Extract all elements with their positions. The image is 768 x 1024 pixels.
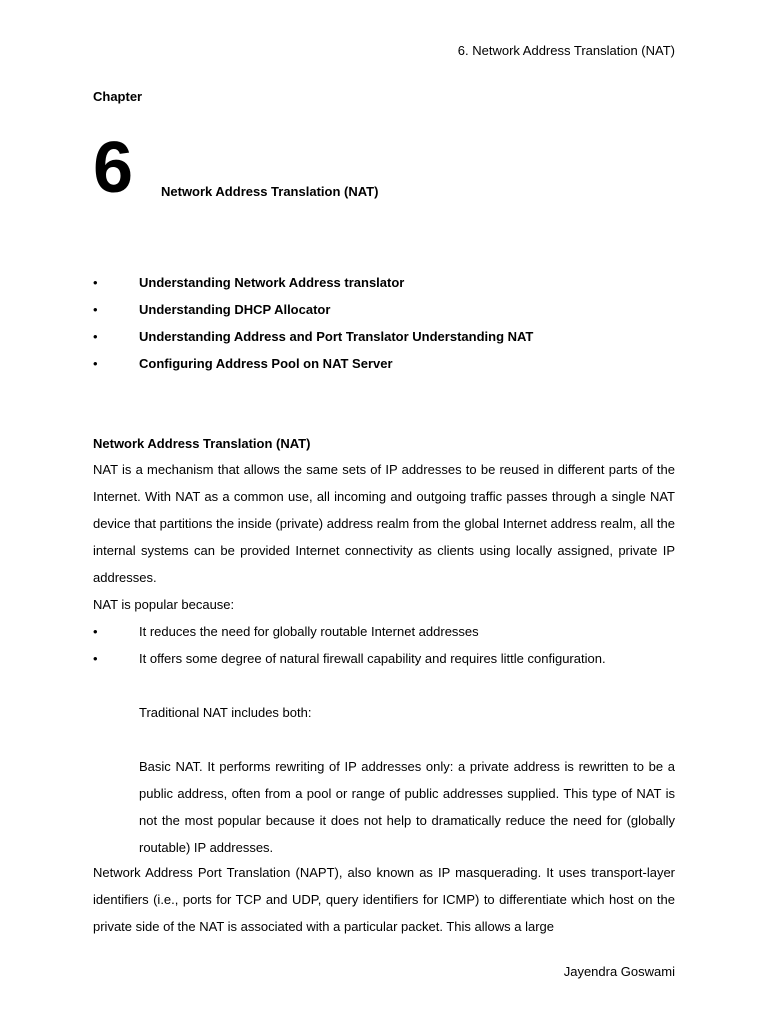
napt-paragraph: Network Address Port Translation (NAPT), also known as IP masquerading. It uses transport-layer identifiers (i.e., ports for TCP and UDP, query identifiers for ICMP) to differentiate which host on the private side of the NAT is associated with a particular packet. This allows a large bbox=[93, 865, 675, 934]
bullet-icon: • bbox=[93, 275, 98, 290]
bullet-icon: • bbox=[93, 329, 98, 344]
chapter-title: Network Address Translation (NAT) bbox=[161, 184, 379, 199]
bullet-icon: • bbox=[93, 624, 98, 639]
list-item bbox=[93, 328, 675, 355]
list-item bbox=[93, 274, 675, 301]
chapter-label: Chapter bbox=[93, 89, 143, 104]
chapter-objectives-list bbox=[93, 274, 675, 382]
popular-intro: NAT is popular because: bbox=[93, 597, 235, 612]
objective-text: Understanding Address and Port Translator Understanding NAT bbox=[139, 329, 534, 344]
reason-text: It reduces the need for globally routable Internet addresses bbox=[139, 624, 479, 639]
bullet-icon: • bbox=[93, 356, 98, 371]
list-item bbox=[93, 623, 675, 650]
list-item bbox=[93, 355, 675, 382]
bullet-icon: • bbox=[93, 651, 98, 666]
section-heading: Network Address Translation (NAT) bbox=[93, 436, 311, 451]
basic-nat-paragraph: Basic NAT. It performs rewriting of IP addresses only: a private address is rewritten to be a public address, often from a pool or range of public addresses supplied. This type of NAT is not the most popular because it does not help to dramatically reduce the need for (globally routable) IP addresses. bbox=[139, 759, 675, 855]
reason-text: It offers some degree of natural firewall capability and requires little configuration. bbox=[139, 651, 606, 666]
objective-text: Configuring Address Pool on NAT Server bbox=[139, 356, 393, 371]
traditional-nat-intro: Traditional NAT includes both: bbox=[139, 705, 312, 720]
running-footer: Jayendra Goswami bbox=[563, 964, 675, 979]
list-item bbox=[93, 301, 675, 328]
reasons-list bbox=[93, 623, 675, 677]
running-header: 6. Network Address Translation (NAT) bbox=[457, 43, 675, 58]
objective-text: Understanding DHCP Allocator bbox=[139, 302, 331, 317]
objective-text: Understanding Network Address translator bbox=[139, 275, 405, 290]
list-item bbox=[93, 650, 675, 677]
bullet-icon: • bbox=[93, 302, 98, 317]
chapter-number: 6 bbox=[93, 128, 134, 208]
intro-paragraph: NAT is a mechanism that allows the same sets of IP addresses to be reused in different parts of the Internet. With NAT as a common use, all incoming and outgoing traffic passes through a single NAT device that partitions the inside (private) address realm from the global Internet address realm, all the internal systems can be provided Internet connectivity as clients using locally assigned, private IP addresses. bbox=[93, 462, 675, 585]
